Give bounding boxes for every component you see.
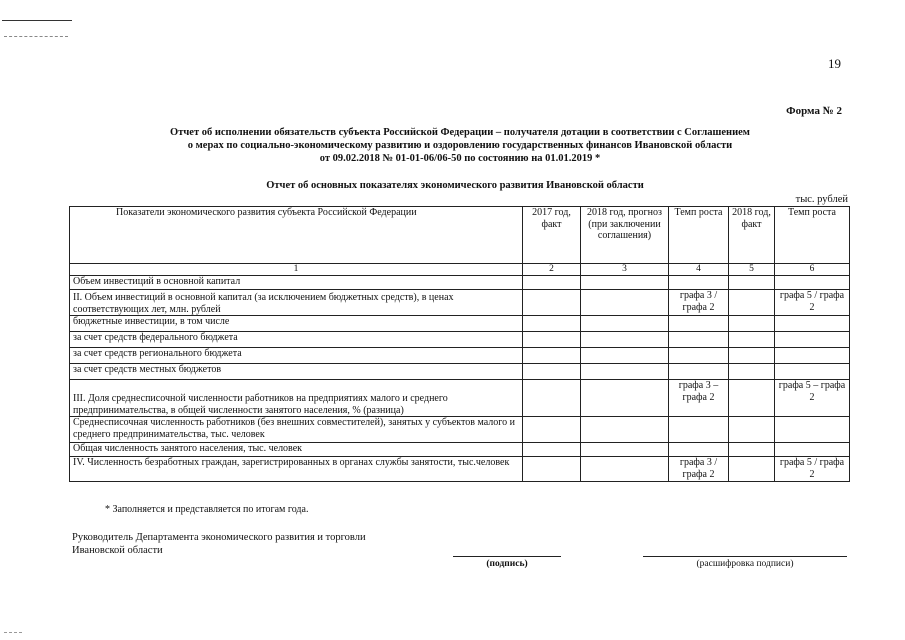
column-number: 5 <box>729 264 775 276</box>
column-number: 2 <box>523 264 581 276</box>
cell-growth-rate-1: графа 3 / графа 2 <box>669 290 729 316</box>
cell-2018-forecast <box>581 380 669 417</box>
cell-2017-fact <box>523 332 581 348</box>
table-header-row <box>70 207 850 264</box>
cell-growth-rate-1 <box>669 417 729 443</box>
column-numbers-row <box>70 264 850 276</box>
table-row <box>70 332 850 348</box>
cell-growth-rate-1 <box>669 332 729 348</box>
page-number: 19 <box>828 56 841 71</box>
cell-2018-forecast <box>581 457 669 482</box>
table-row <box>70 417 850 443</box>
cell-growth-rate-1: графа 3 / графа 2 <box>669 457 729 482</box>
footnote: * Заполняется и представляется по итогам года. <box>105 504 309 515</box>
cell-growth-rate-2 <box>775 443 850 457</box>
cell-2018-forecast <box>581 443 669 457</box>
cell-growth-rate-2: графа 5 / графа 2 <box>775 457 850 482</box>
cell-growth-rate-1 <box>669 443 729 457</box>
cell-2018-forecast <box>581 316 669 332</box>
scan-mark-bottom <box>4 632 22 633</box>
row-name: Среднесписочная численность работников (без внешних совместителей), занятых у субъектов малого и среднего предпринимательства, тыс. человек <box>70 417 523 443</box>
signature-line <box>453 556 561 557</box>
column-number: 6 <box>775 264 850 276</box>
report-subtitle: Отчет об основных показателях экономического развития Ивановской области <box>266 180 644 191</box>
cell-growth-rate-2 <box>775 417 850 443</box>
table-row <box>70 276 850 290</box>
header-growth-rate-2: Темп роста <box>775 207 850 264</box>
column-number: 4 <box>669 264 729 276</box>
indicators-table <box>69 206 850 482</box>
row-name: Общая численность занятого населения, тыс. человек <box>70 443 523 457</box>
cell-2018-forecast <box>581 348 669 364</box>
cell-2018-fact <box>729 457 775 482</box>
signature-decode-line <box>643 556 847 557</box>
cell-2017-fact <box>523 364 581 380</box>
cell-growth-rate-1 <box>669 316 729 332</box>
cell-2017-fact <box>523 290 581 316</box>
title-line-3: от 09.02.2018 № 01-01-06/06-50 по состоянию на 01.01.2019 * <box>319 153 601 164</box>
table-row <box>70 380 850 417</box>
cell-2018-forecast <box>581 364 669 380</box>
cell-2018-forecast <box>581 276 669 290</box>
cell-growth-rate-2 <box>775 316 850 332</box>
title-line-1: Отчет об исполнении обязательств субъекта Российской Федерации – получателя дотации в соответствии с Соглашением <box>170 127 750 138</box>
row-name: за счет средств регионального бюджета <box>70 348 523 364</box>
column-number: 1 <box>70 264 523 276</box>
cell-2017-fact <box>523 443 581 457</box>
table-row <box>70 364 850 380</box>
title-line-2: о мерах по социально-экономическому развитию и оздоровлению государственных финансов Ивановской области <box>187 140 733 151</box>
cell-growth-rate-1: графа 3 – графа 2 <box>669 380 729 417</box>
cell-2018-forecast <box>581 332 669 348</box>
row-name: за счет средств местных бюджетов <box>70 364 523 380</box>
cell-growth-rate-2 <box>775 332 850 348</box>
cell-2017-fact <box>523 380 581 417</box>
cell-2017-fact <box>523 457 581 482</box>
row-name: бюджетные инвестиции, в том числе <box>70 316 523 332</box>
table-row <box>70 443 850 457</box>
cell-growth-rate-2 <box>775 348 850 364</box>
row-name: IV. Численность безработных граждан, зарегистрированных в органах службы занятости, тыс.человек <box>70 457 523 482</box>
cell-2018-fact <box>729 290 775 316</box>
header-2018-forecast: 2018 год, прогноз (при заключении соглашения) <box>581 207 669 264</box>
cell-2017-fact <box>523 316 581 332</box>
header-growth-rate-1: Темп роста <box>669 207 729 264</box>
table-row <box>70 316 850 332</box>
cell-2018-fact <box>729 417 775 443</box>
scan-mark-dashed <box>4 36 68 37</box>
signature-decode-label: (расшифровка подписи) <box>696 559 794 569</box>
row-name: III. Доля среднесписочной численности работников на предприятиях малого и среднего предпринимательства, в общей численности занятого населения, % (разница) <box>70 380 523 417</box>
column-number: 3 <box>581 264 669 276</box>
cell-2018-fact <box>729 364 775 380</box>
cell-2018-forecast <box>581 417 669 443</box>
cell-growth-rate-2: графа 5 / графа 2 <box>775 290 850 316</box>
cell-2018-fact <box>729 316 775 332</box>
cell-2018-fact <box>729 380 775 417</box>
units-label: тыс. рублей <box>795 194 848 205</box>
signature-label: (подпись) <box>486 559 528 569</box>
cell-growth-rate-2 <box>775 276 850 290</box>
header-2017-fact: 2017 год, факт <box>523 207 581 264</box>
cell-2017-fact <box>523 276 581 290</box>
signatory-title-line-2: Ивановской области <box>72 545 163 556</box>
cell-2018-fact <box>729 276 775 290</box>
signatory-title-line-1: Руководитель Департамента экономического развития и торговли <box>72 532 366 543</box>
cell-2018-fact <box>729 348 775 364</box>
header-indicator: Показатели экономического развития субъекта Российской Федерации <box>70 207 523 264</box>
cell-growth-rate-1 <box>669 364 729 380</box>
cell-growth-rate-1 <box>669 348 729 364</box>
header-2018-fact: 2018 год, факт <box>729 207 775 264</box>
table-row <box>70 348 850 364</box>
table-row <box>70 457 850 482</box>
scan-mark-line <box>2 20 72 21</box>
cell-growth-rate-1 <box>669 276 729 290</box>
cell-2018-forecast <box>581 290 669 316</box>
row-name: за счет средств федерального бюджета <box>70 332 523 348</box>
cell-2017-fact <box>523 348 581 364</box>
row-name: II. Объем инвестиций в основной капитал (за исключением бюджетных средств), в ценах соответствующих лет, млн. рублей <box>70 290 523 316</box>
cell-2018-fact <box>729 332 775 348</box>
row-name: Объем инвестиций в основной капитал <box>70 276 523 290</box>
form-number: Форма № 2 <box>786 105 842 117</box>
cell-growth-rate-2: графа 5 – графа 2 <box>775 380 850 417</box>
cell-2018-fact <box>729 443 775 457</box>
report-title <box>100 126 820 165</box>
cell-2017-fact <box>523 417 581 443</box>
table-row <box>70 290 850 316</box>
cell-growth-rate-2 <box>775 364 850 380</box>
